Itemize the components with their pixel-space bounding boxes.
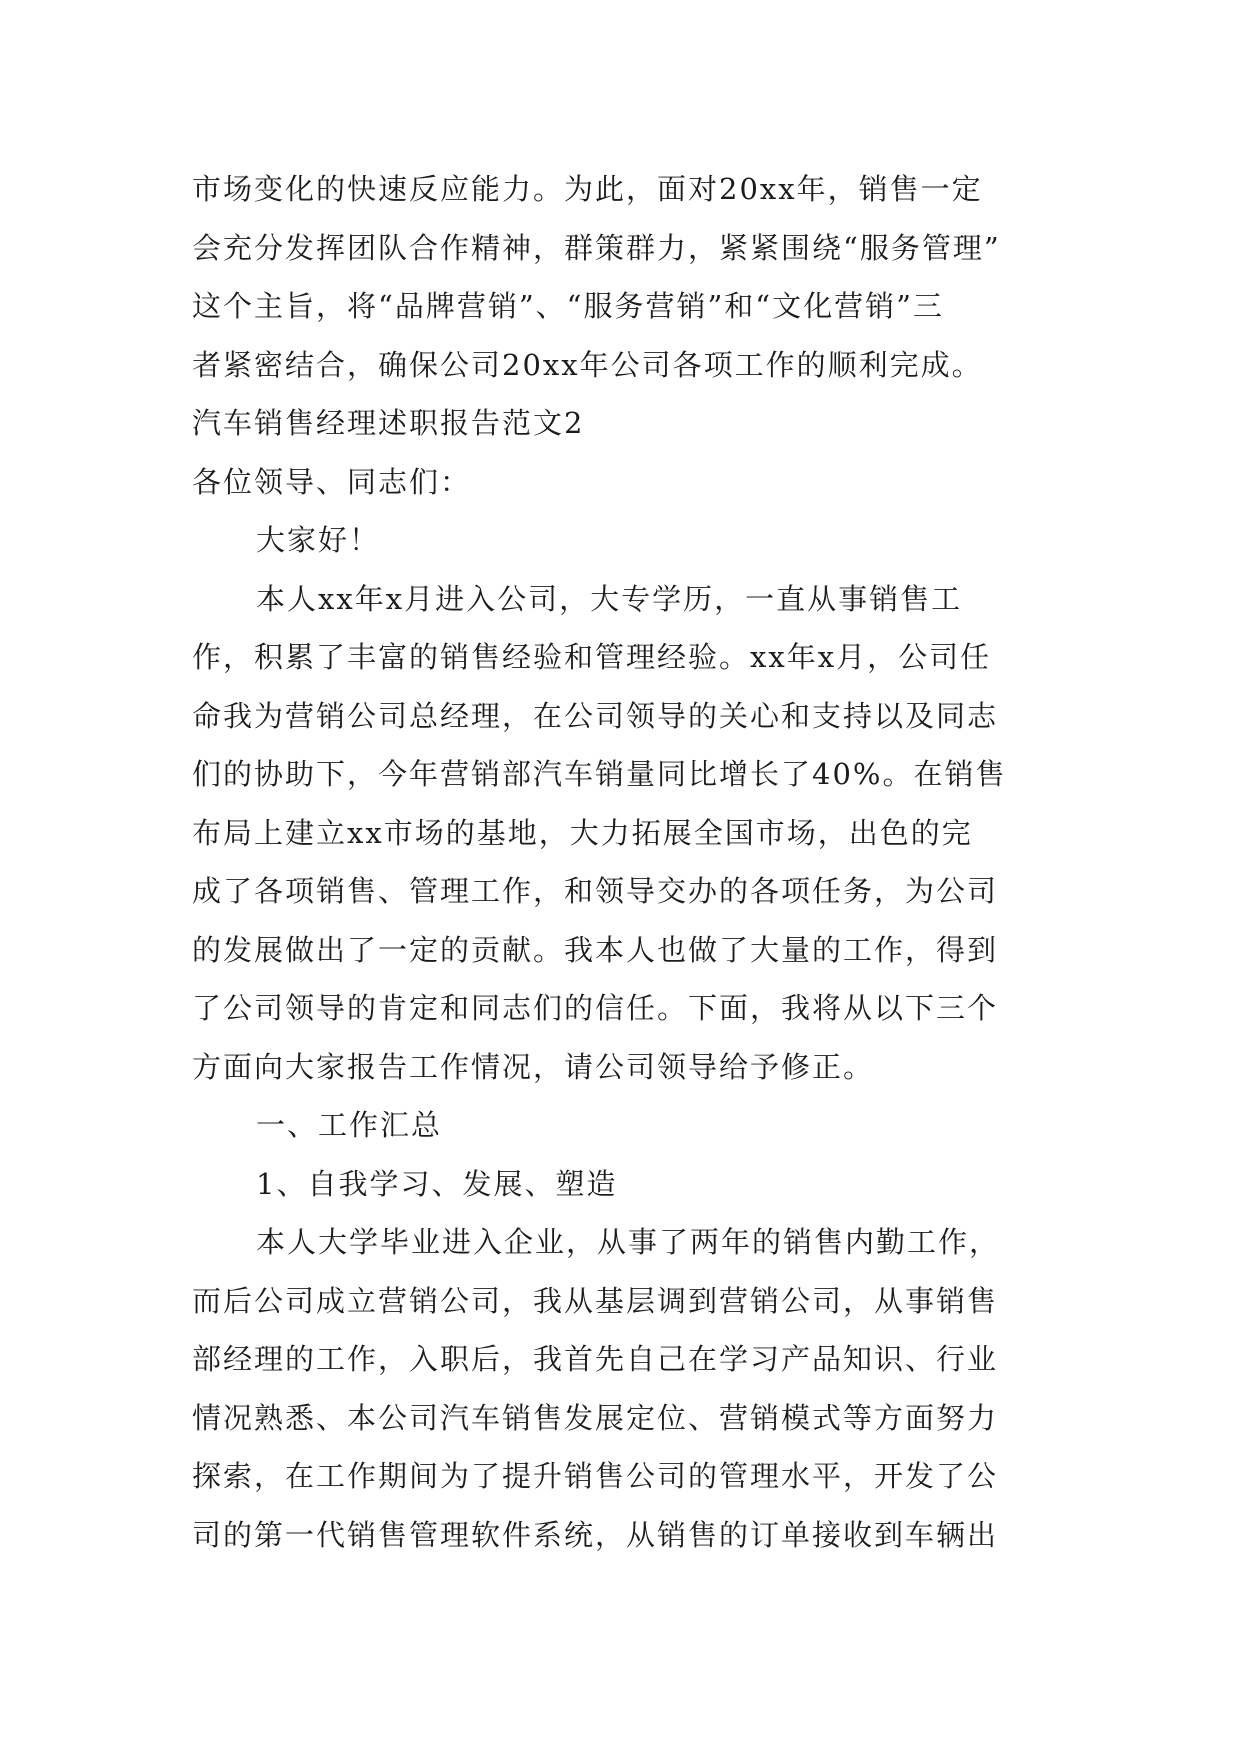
text-line: 这个主旨，将“品牌营销”、“服务营销”和“文化营销”三 bbox=[192, 289, 944, 323]
text-line: 的发展做出了一定的贡献。我本人也做了大量的工作，得到 bbox=[192, 932, 999, 967]
text-line: 本人大学毕业进入企业，从事了两年的销售内勤工作， bbox=[256, 1225, 1001, 1259]
greeting: 大家好！ bbox=[256, 523, 381, 557]
document-body bbox=[192, 160, 1052, 1564]
heading-work-summary: 一、工作汇总 bbox=[256, 1108, 443, 1142]
text-line: 们的协助下，今年营销部汽车销量同比增长了40%。在销售 bbox=[192, 757, 1007, 791]
text-line: 情况熟悉、本公司汽车销售发展定位、营销模式等方面努力 bbox=[192, 1400, 999, 1435]
text-line: 会充分发挥团队合作精神，群策群力，紧紧围绕“服务管理” bbox=[192, 230, 1001, 265]
text-line: 部经理的工作，入职后，我首先自己在学习产品知识、行业 bbox=[192, 1342, 999, 1376]
text-line: 方面向大家报告工作情况，请公司领导给予修正。 bbox=[192, 1049, 875, 1084]
subheading-self-learning: 1、自我学习、发展、塑造 bbox=[256, 1166, 618, 1201]
text-line: 作，积累了丰富的销售经验和管理经验。xx年x月，公司任 bbox=[192, 640, 992, 674]
text-line: 布局上建立xx市场的基地，大力拓展全国市场，出色的完 bbox=[192, 815, 973, 850]
text-line: 司的第一代销售管理软件系统，从销售的订单接收到车辆出 bbox=[192, 1517, 999, 1552]
text-line: 本人xx年x月进入公司，大专学历，一直从事销售工 bbox=[256, 581, 963, 616]
text-line: 而后公司成立营销公司，我从基层调到营销公司，从事销售 bbox=[192, 1283, 999, 1318]
section-title: 汽车销售经理述职报告范文2 bbox=[192, 406, 585, 440]
text-line: 了公司领导的肯定和同志们的信任。下面，我将从以下三个 bbox=[192, 991, 999, 1025]
text-line: 命我为营销公司总经理，在公司领导的关心和支持以及同志 bbox=[192, 698, 999, 733]
text-line: 者紧密结合，确保公司20xx年公司各项工作的顺利完成。 bbox=[192, 347, 983, 382]
text-line: 成了各项销售、管理工作，和领导交办的各项任务，为公司 bbox=[192, 874, 999, 908]
text-line: 探索，在工作期间为了提升销售公司的管理水平，开发了公 bbox=[192, 1459, 999, 1493]
text-line: 市场变化的快速反应能力。为此，面对20xx年，销售一定 bbox=[192, 172, 983, 206]
salutation: 各位领导、同志们： bbox=[192, 464, 472, 499]
